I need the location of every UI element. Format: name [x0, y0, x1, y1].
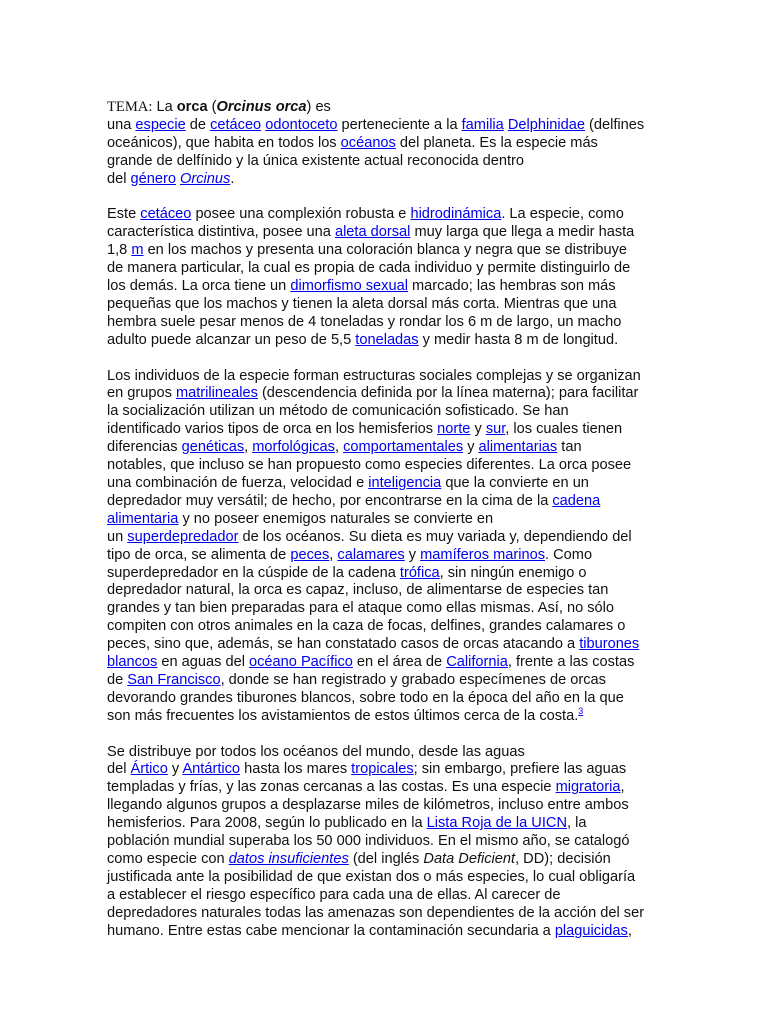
text: , donde se han registrado y grabado especímenes de orcas — [220, 671, 606, 688]
text-line: depredadores naturales todas las amenazas son dependientes de la acción del ser — [107, 904, 645, 921]
text-line — [107, 439, 667, 457]
link-oceano-pacifico[interactable]: océano Pacífico — [249, 654, 353, 671]
text-line — [107, 779, 667, 797]
text: hemisferios. Para 2008, según lo publicado en la — [107, 815, 427, 832]
link-metro[interactable]: m — [131, 242, 144, 259]
text: muy larga que llega a medir hasta — [410, 224, 635, 241]
text: en los machos y presenta una coloración blanca y negra que se distribuye — [143, 242, 628, 259]
text-line: pequeñas que los machos y tienen la aleta dorsal más corta. Mientras que una — [107, 295, 617, 312]
text: hasta los mares — [240, 761, 352, 778]
text-line: justificada ante la posibilidad de que existan dos o más especies, lo cual obligaría — [107, 868, 636, 885]
scientific-name: Orcinus orca — [216, 99, 307, 115]
link-norte[interactable]: norte — [437, 421, 471, 438]
link-cetaceo[interactable]: cetáceo — [140, 206, 192, 223]
link-lista-roja-uicn[interactable]: Lista Roja de la UICN — [426, 815, 567, 832]
text: . — [230, 170, 235, 187]
text-line — [107, 923, 667, 941]
text-line: población mundial superaba los 50 000 individuos. En el mismo año, se catalogó — [107, 833, 630, 850]
link-plaguicidas[interactable]: plaguicidas — [554, 922, 628, 939]
link-peces[interactable]: peces — [290, 546, 330, 563]
text-line — [107, 672, 667, 690]
text: y — [404, 546, 421, 563]
link-oceanos[interactable]: océanos — [340, 134, 396, 151]
link-odontoceto[interactable]: odontoceto — [265, 116, 338, 133]
text-line — [107, 224, 667, 242]
paragraph-intro — [107, 99, 667, 189]
text-line: llegando algunos grupos a desplazarse miles de kilómetros, incluso entre ambos — [107, 797, 629, 814]
link-toneladas[interactable]: toneladas — [355, 331, 419, 348]
text-line: depredador natural, la orca es capaz, incluso, de alimentarse de especies tan — [107, 582, 609, 599]
link-genero[interactable]: género — [130, 170, 176, 187]
text-line: Los individuos de la especie forman estructuras sociales complejas y se organizan — [107, 367, 641, 384]
text: del — [107, 170, 131, 187]
link-dimorfismo-sexual[interactable]: dimorfismo sexual — [290, 278, 408, 295]
text: marcado; las hembras son más — [407, 278, 616, 295]
link-cetaceo[interactable]: cetáceo — [210, 116, 262, 133]
text-line: devorando grandes tiburones blancos, sobre todo en la época del año en la que — [107, 689, 624, 706]
text: Este — [107, 206, 141, 223]
link-tiburones-blancos[interactable]: tiburones — [579, 636, 640, 653]
link-tropicales[interactable]: tropicales — [351, 761, 414, 778]
text: identificado varios tipos de orca en los hemisferios — [107, 421, 438, 438]
text: característica distintiva, posee una — [107, 224, 335, 241]
text: (del inglés — [348, 851, 424, 868]
text: 1,8 — [107, 242, 132, 259]
text: , frente a las costas — [507, 654, 635, 671]
text: depredador muy versátil; de hecho, por encontrarse en la cima de la — [107, 492, 553, 509]
text-line: hembra suele pesar menos de 4 toneladas y rondar los 6 m de largo, un macho — [107, 313, 622, 330]
text-line — [107, 278, 667, 296]
text: y no poseer enemigos naturales se convierte en — [178, 510, 494, 527]
link-alimentarias[interactable]: alimentarias — [478, 439, 558, 456]
text-line — [107, 529, 667, 547]
link-cadena-alimentaria[interactable]: cadena — [552, 492, 601, 509]
text-line — [107, 421, 667, 439]
text: , los cuales tienen — [505, 421, 623, 438]
link-geneticas[interactable]: genéticas — [181, 439, 245, 456]
link-mamiferos-marinos[interactable]: mamíferos marinos — [420, 546, 546, 563]
link-tiburones-blancos[interactable]: blancos — [107, 654, 158, 671]
text-line — [107, 171, 667, 189]
link-sur[interactable]: sur — [485, 421, 506, 438]
text: perteneciente a la — [337, 116, 462, 133]
text-line: grandes y tan bien preparadas para el ataque como ellas mismas. Así, no sólo — [107, 600, 615, 617]
term-orca: orca — [176, 99, 208, 115]
text: del planeta. Es la especie más — [395, 134, 598, 151]
text: una — [107, 116, 136, 133]
text-line — [107, 815, 667, 833]
text: y — [167, 761, 183, 778]
link-orcinus-text: Orcinus — [180, 170, 231, 187]
text: oceánicos), que habita en todos los — [107, 134, 341, 151]
text: tipo de orca, se alimenta de — [107, 546, 291, 563]
paragraph-behavior — [107, 368, 667, 726]
text: y — [470, 421, 486, 438]
text-line: de manera particular, la cual es propia de cada individuo y permite distinguirlo de — [107, 260, 631, 277]
link-trofica[interactable]: trófica — [399, 564, 440, 581]
text: templadas y frías, y las zonas cercanas a las costas. Es una especie — [107, 779, 556, 796]
link-artico[interactable]: Ártico — [130, 761, 168, 778]
text: peces, sino que, además, se han constatado casos de orcas atacando a — [107, 636, 580, 653]
text-line — [107, 636, 667, 654]
text: , DD); decisión — [515, 851, 611, 868]
text-line — [107, 475, 667, 493]
text-line — [107, 565, 667, 583]
text: y — [463, 439, 479, 456]
text-line — [107, 99, 667, 117]
text-line — [107, 511, 667, 529]
text: posee una complexión robusta e — [191, 206, 411, 223]
text-line — [107, 332, 667, 350]
link-calamares[interactable]: calamares — [337, 546, 405, 563]
text: tan — [557, 439, 582, 456]
link-antartico[interactable]: Antártico — [182, 761, 241, 778]
link-familia[interactable]: familia — [461, 116, 504, 133]
text-line — [107, 385, 667, 403]
text: La — [152, 99, 177, 115]
text: , sin ningún enemigo o — [439, 564, 587, 581]
text: (delfines — [584, 116, 645, 133]
term-data-deficient: Data Deficient — [423, 851, 516, 868]
text: , la — [566, 815, 587, 832]
text: ( — [207, 99, 217, 115]
text: del — [107, 761, 131, 778]
text-line — [107, 117, 667, 135]
text-line — [107, 851, 667, 869]
link-orcinus[interactable] — [180, 171, 230, 187]
text-line — [107, 493, 667, 511]
text-line: notables, que incluso se han propuesto como especies diferentes. La orca posee — [107, 457, 632, 474]
text-line — [107, 547, 667, 565]
link-aleta-dorsal[interactable]: aleta dorsal — [334, 224, 411, 241]
text: , — [329, 546, 338, 563]
link-san-francisco[interactable]: San Francisco — [127, 671, 221, 688]
text: diferencias — [107, 439, 182, 456]
topic-label: TEMA: — [107, 99, 153, 115]
link-datos-insuficientes[interactable] — [229, 851, 349, 867]
link-superdepredador[interactable]: superdepredador — [127, 528, 239, 545]
text: una combinación de fuerza, velocidad e — [107, 475, 369, 491]
link-inteligencia[interactable]: inteligencia — [368, 475, 442, 491]
text-line — [107, 242, 667, 260]
text: , — [627, 922, 632, 939]
link-california[interactable]: California — [446, 654, 508, 671]
link-cadena-alimentaria[interactable]: alimentaria — [107, 510, 179, 527]
text-line: a establecer el riesgo específico para cada una de ellas. Al carecer de — [107, 886, 561, 903]
text: que la convierte en un — [441, 475, 589, 491]
text: en grupos — [107, 385, 176, 402]
text: humano. Entre estas cabe mencionar la contaminación secundaria a — [107, 922, 555, 939]
text-line — [107, 206, 667, 224]
text-line — [107, 705, 667, 726]
text: , — [244, 439, 253, 456]
link-hidrodinamica[interactable]: hidrodinámica — [410, 206, 502, 223]
text: son más frecuentes los avistamientos de estos últimos cerca de la costa. — [107, 707, 579, 724]
text: de los océanos. Su dieta es muy variada y, dependiendo del — [238, 528, 632, 545]
text: y medir hasta 8 m de longitud. — [418, 331, 619, 348]
text: . La especie, como — [501, 206, 624, 223]
link-morfologicas[interactable]: morfológicas — [252, 439, 335, 456]
link-comportamentales[interactable]: comportamentales — [343, 439, 464, 456]
text: como especie con — [107, 851, 229, 868]
text-line — [107, 135, 667, 153]
paragraph-description — [107, 206, 667, 349]
text: en aguas del — [157, 654, 250, 671]
link-matrilineales[interactable]: matrilineales — [175, 385, 258, 402]
text: los demás. La orca tiene un — [107, 278, 291, 295]
text: , — [334, 439, 344, 456]
footnote-ref[interactable]: 3 — [578, 705, 584, 716]
text: de — [185, 116, 211, 133]
link-especie[interactable]: especie — [135, 116, 186, 133]
text-line — [107, 761, 667, 779]
link-delphinidae[interactable]: Delphinidae — [507, 116, 585, 133]
paragraph-distribution — [107, 744, 667, 941]
text: (descendencia definida por la línea materna); para facilitar — [257, 385, 639, 402]
text-line — [107, 654, 667, 672]
text: ) es — [306, 99, 331, 115]
text: adulto puede alcanzar un peso de 5,5 — [107, 331, 356, 348]
text-line: la socialización utilizan un método de comunicación sofisticado. Se han — [107, 403, 569, 420]
text: superdepredador en la cúspide de la cadena — [107, 564, 400, 581]
text: ; sin embargo, prefiere las aguas — [413, 761, 627, 778]
text-line: compiten con otros animales en la caza de focas, delfines, grandes calamares o — [107, 618, 626, 635]
link-datos-insuficientes-text: datos insuficientes — [228, 851, 349, 868]
text: de — [107, 671, 128, 688]
text: . Como — [545, 546, 593, 563]
text: un — [107, 528, 128, 545]
text: en el área de — [352, 654, 447, 671]
link-migratoria[interactable]: migratoria — [555, 779, 621, 796]
text-line: grande de delfínido y la única existente actual reconocida dentro — [107, 152, 525, 169]
article-body — [107, 99, 667, 958]
text: , — [620, 779, 625, 796]
text-line: Se distribuye por todos los océanos del mundo, desde las aguas — [107, 743, 525, 760]
